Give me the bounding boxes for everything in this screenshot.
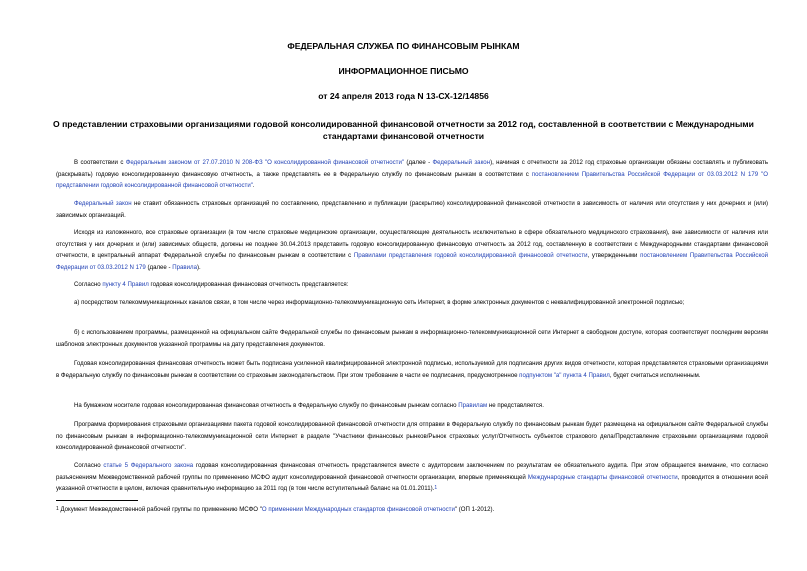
footnote-divider (56, 500, 138, 501)
link-federal-law-208[interactable]: Федеральным законом от 27.07.2010 N 208-ФЗ "О консолидированной финансовой отчетности" (125, 159, 405, 166)
link-government-decree-179[interactable]: постановлением Правительства Российской Федерации от 03.03.2012 N 179 "О представлении годовой консолидированной финансовой отчетности" (56, 170, 768, 190)
paragraph-text: В соответствии с (74, 159, 126, 166)
paragraph-10 (56, 460, 768, 495)
paragraph-text: , проводится в отношении всей указанной отчетности в целом, включая сравнительную информацию за 2011 год (в том числе вступительный баланс на 01.01.2011). (56, 473, 768, 493)
link-article-5-federal-law[interactable]: статье 5 Федерального закона (103, 462, 194, 469)
link-subitem-a-item-4[interactable]: подпунктом "а" пункта 4 Правил (519, 371, 610, 379)
document-title: О представлении страховыми организациями годовой консолидированной финансовой отчетности за 2012 год, составленной в соответствии с Международными стандартами финансовой отчетности (53, 119, 754, 141)
paragraph-text: (далее - (404, 159, 433, 166)
paragraph-7 (56, 358, 768, 381)
paragraph-text: Согласно (74, 281, 103, 288)
paragraph-text: (далее - (145, 263, 173, 271)
footnote-text: Документ Межведомственной рабочей группы по применению МСФО " (58, 506, 262, 513)
paragraph-text: Годовая консолидированная финансовая отчетность может быть подписана усиленной квалифицированной электронной подписью, используемой для подписания других видов отчетности, которая представляется страховыми организациями в Федеральную службу по финансовым рынкам в соответствии со страховым законодательством. При этом требование в части ее подписания, предусмотренное (56, 360, 768, 379)
paragraph-6: б) с использованием программы, размещенной на официальном сайте Федеральной службы по финансовым рынкам в информационно-телекоммуникационной сети Интернет в свободном доступе, которая соответствует последним версиям шаблонов электронных документов указанной программы на дату представления документов. (56, 329, 768, 348)
paragraph-4 (56, 279, 768, 291)
paragraph-5: а) посредством телекоммуникационных каналов связи, в том числе через информационно-телекоммуникационную сеть Интернет, в форме электронных документов с неквалифицированной электронной подписью; (74, 299, 685, 306)
paragraph-2 (56, 198, 768, 221)
paragraph-text: годовая консолидированная финансовая отчетность представляется вместе с аудиторским заключением по результатам ее обязательного аудита. При этом обращается внимание, что согласно разъяснениям Межведомственной рабочей группы по применению МСФО аудит консолидированной финансовой отчетности организации, впервые применяющей (56, 462, 769, 481)
link-rules-item-4[interactable]: пункту 4 Правил (102, 281, 149, 288)
paragraph-text: Исходя из изложенного, все страховые организации (в том числе страховые медицинские организации, осуществляющие деятельность исключительно в сфере обязательного медицинского страхования), вне зависимости от наличия или отсутствия у них дочерних и (или) зависимых обществ, должны не позднее 30.04.2013 представить годовую консолидированную финансовую отчетность за 2012 год, составленную в соответствии с Международными стандартами финансовой отчетности, в центральный аппарат Федеральной службы по финансовым рынкам в соответствии с (56, 229, 768, 260)
paragraph-9: Программа формирования страховыми организациями пакета годовой консолидированной финансовой отчетности для отправки в Федеральную службу по финансовым рынкам будет размещена на официальном сайте Федеральной службы по финансовым рынкам в информационно-телекоммуникационной сети Интернет в разделе "Участники финансовых рынков/Рынок страховых услуг/Отчетность субъектов страхового дела/Представление страховыми организациями годовой консолидированной финансовой отчетности". (56, 421, 768, 452)
paragraph-text: ). (196, 263, 201, 271)
paragraph-text: годовая консолидированная финансовая отчетность представляется: (148, 281, 349, 288)
paragraph-text: ), начиная с отчетности за 2012 год страховые организации обязаны составлять и публиковать (раскрывать) годовую консолидированную финансовую отчетность, а также представлять ее в Федеральную службу по финансовым рынкам в соответствии с (56, 159, 769, 178)
document-date-number: от 24 апреля 2013 года N 13-СХ-12/14856 (318, 91, 489, 101)
paragraph-text: , утвержденными (587, 252, 641, 260)
paragraph-text: На бумажном носителе годовая консолидированная финансовая отчетность в Федеральную службу по финансовым рынкам согласно (74, 402, 459, 409)
link-ifrs-application[interactable]: О применении Международных стандартов финансовой отчетности (261, 506, 455, 513)
agency-name: ФЕДЕРАЛЬНАЯ СЛУЖБА ПО ФИНАНСОВЫМ РЫНКАМ (287, 41, 520, 51)
link-federal-law[interactable]: Федеральный закон (74, 200, 132, 207)
document-type: ИНФОРМАЦИОННОЕ ПИСЬМО (338, 66, 469, 76)
paragraph-8 (56, 400, 768, 412)
footnote-reference[interactable]: 1 (434, 485, 438, 492)
link-rules[interactable]: Правилам (458, 402, 488, 409)
paragraph-1 (56, 157, 768, 192)
paragraph-text: не представляется. (487, 402, 544, 409)
paragraph-text: не ставит обязанность страховых организаций по составлению, представлению и публикации (раскрытию) консолидированной финансовой отчетности в зависимость от наличия или отсутствия у них дочерних и (или) зависимых организаций. (56, 200, 769, 219)
link-rules[interactable]: Правила (172, 263, 197, 271)
paragraph-3 (56, 227, 768, 273)
link-rules-presentation[interactable]: Правилами представления годовой консолидированной финансовой отчетности (353, 252, 588, 260)
link-federal-law[interactable]: Федеральный закон (432, 159, 491, 166)
link-government-decree-179[interactable]: постановлением Правительства Российской Федерации от 03.03.2012 N 179 (56, 252, 769, 271)
footnote-number: 1 (56, 506, 59, 512)
paragraph-text: . (252, 182, 255, 190)
footnote-text: " (ОП 1-2012). (454, 506, 495, 513)
paragraph-text: , будет считаться исполненным. (609, 371, 701, 379)
paragraph-text: Согласно (74, 462, 104, 469)
footnote (56, 505, 768, 514)
link-ifrs[interactable]: Международные стандарты финансовой отчетности (527, 473, 678, 481)
